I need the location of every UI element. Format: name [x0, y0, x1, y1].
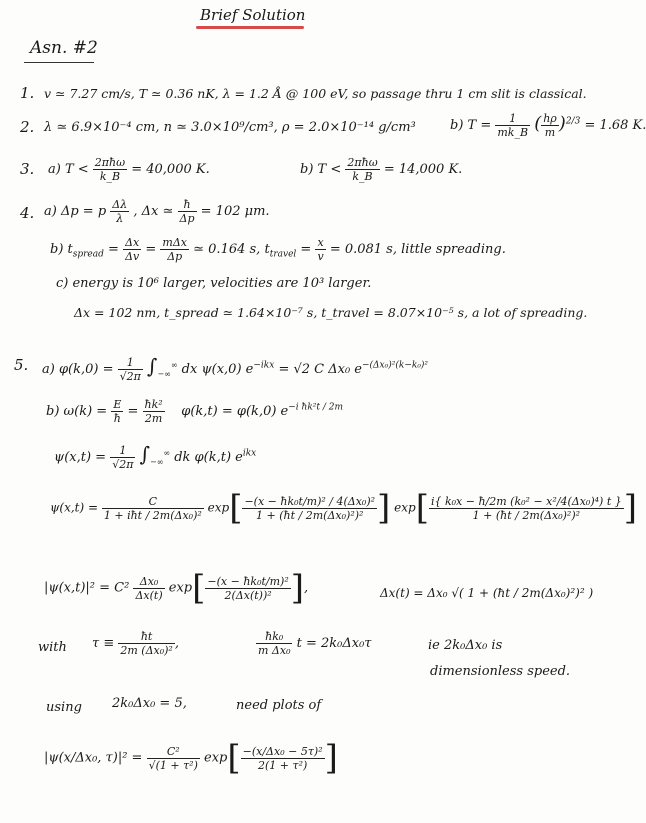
problem-3-a-frac-num: 2πħω	[94, 156, 126, 169]
problem-5-psi-integrand: dk φ(k,t) e	[174, 450, 243, 465]
problem-3-a-value: = 40,000 K.	[131, 162, 210, 177]
problem-2-b-result: = 1.68 K.	[584, 118, 646, 133]
problem-3-b-fraction	[345, 156, 379, 183]
problem-5-mod-exp-den: 2(Δx(t))²	[224, 588, 272, 602]
problem-4-b-frac2-den: Δp	[167, 250, 183, 263]
problem-5-with-label: with	[38, 640, 67, 655]
problem-5-psi-integral: ψ(x,t) = $\frac{1}{√2\pi}$ $\int_{-\infty}^\infty$ dk φ(k,t) $e^{ikx}$	[54, 442, 257, 471]
problem-5-b-frac1-num: E	[113, 398, 122, 411]
problem-5-exp2-den: 1 + (ħt / 2m(Δx₀)²)²	[472, 508, 581, 522]
problem-5-need: need plots of	[236, 698, 322, 713]
problem-5-mod-frac	[133, 575, 164, 602]
problem-4-part-a	[44, 198, 270, 225]
problem-5-mod-exp-frac	[205, 575, 290, 602]
problem-5-final-den: √(1 + τ²)	[148, 758, 198, 772]
problem-5-exp2-num: i{ k₀x − ħ/2m (k₀² − x²/4(Δx₀)⁴) t }	[430, 494, 622, 508]
problem-5-final-exp-frac	[241, 745, 325, 772]
problem-5-a-exp: −ikx	[253, 360, 275, 371]
problem-2-b-frac-num: 1	[495, 112, 530, 126]
problem-2-b-frac-den: mk_B	[497, 126, 529, 139]
problem-5-psi-label: ψ(x,t) =	[54, 450, 107, 465]
problem-5-mod-exp-num: −(x − ħk₀t/m)²	[207, 574, 289, 588]
problem-4-part-c-values: Δx = 102 nm, t_spread ≃ 1.64×10⁻⁷ s, t_travel = 8.07×10⁻⁵ s, a lot of spreading.	[74, 305, 588, 320]
problem-5-b-frac2-num: ħk²	[144, 398, 163, 411]
assignment-underline	[24, 62, 94, 63]
problem-2-b-paren	[541, 112, 559, 139]
problem-5-ie: ie 2k₀Δx₀ is	[428, 638, 503, 653]
problem-5-speed-num: ħk₀	[256, 630, 292, 644]
problem-4-number: 4.	[20, 204, 35, 222]
problem-5-a-integrand: dx ψ(x,0) e	[181, 362, 254, 377]
problem-5-mod-C: C²	[114, 580, 130, 596]
problem-2-number: 2.	[20, 118, 35, 136]
problem-5-b-frac1	[111, 398, 123, 425]
problem-1-text: v ≃ 7.27 cm/s, T ≃ 0.36 nK, λ = 1.2 Å @ 100 eV, so passage thru 1 cm slit is classical.	[44, 86, 587, 101]
problem-4-b-frac2-num: mΔx	[162, 236, 187, 249]
problem-5-speed-relation	[256, 630, 372, 657]
problem-5-exp1-num: −(x − ħk₀t/m)² / 4(Δx₀)²	[244, 494, 376, 508]
problem-2-part-a: λ ≃ 6.9×10⁻⁴ cm, n ≃ 3.0×10⁹/cm³, ρ = 2.0×10⁻¹⁴ g/cm³	[44, 120, 416, 135]
problem-4-b-sub: spread	[72, 249, 104, 260]
problem-5-mod-frac-den: Δx(t)	[135, 588, 163, 602]
problem-3-part-a	[48, 156, 210, 183]
problem-5-psi-exp: ikx	[242, 448, 257, 459]
problem-5-speed-eq: t = 2k₀Δx₀τ	[296, 636, 372, 651]
problem-2-b-fraction	[495, 112, 530, 139]
problem-5-final-frac	[147, 745, 200, 772]
problem-5-a-result-exp: −(Δx₀)²(k−k₀)²	[362, 360, 429, 371]
assignment-label: Asn. #2	[30, 38, 98, 58]
problem-5-psi2-label: ψ(x,t) =	[50, 500, 99, 515]
problem-4-a-frac1	[110, 198, 129, 225]
problem-5-mod-exp-label: exp	[168, 580, 193, 596]
problem-5-tau-den: 2m (Δx₀)²	[120, 644, 173, 657]
problem-4-b-frac2	[160, 236, 189, 263]
problem-3-part-b	[300, 156, 462, 183]
problem-3-a-frac-den: k_B	[99, 170, 121, 183]
problem-3-b-label: b) T <	[300, 162, 342, 177]
problem-5-mod-frac-num: Δx₀	[133, 575, 164, 589]
page-title: Brief Solution	[200, 6, 306, 24]
problem-5-using-value: 2k₀Δx₀ = 5,	[112, 696, 187, 711]
problem-5-psi-solution: ψ(x,t) = $\frac{C}{\text{1 + iħt / 2m(Δx₀)²}}$ exp[ $\frac{\text{−(x − ħk₀t/m)² / 4(Δx₀)²}}{\text{1 + (ħt / 2m(Δx₀)²)²}}$ ] exp[ $\frac{\text{i\{ k₀x − ħ/2m (k₀² − x²/4(Δx₀)⁴) t \}}}{\text{1 + (ħt / 2m(Δx₀)²)²}}$ ]	[50, 488, 638, 528]
problem-5-b-frac2-den: 2m	[144, 412, 163, 425]
problem-2-b-label: b) T =	[450, 118, 496, 133]
problem-4-a-frac1-den: λ	[116, 212, 124, 225]
problem-4-b-frac3-den: v	[317, 250, 324, 263]
problem-5-exp2-frac	[429, 495, 624, 522]
problem-5-exp1-den: 1 + (ħt / 2m(Δx₀)²)²	[256, 508, 364, 522]
problem-4-b-frac1-den: Δv	[125, 250, 140, 263]
problem-5-psi2-prefactor	[102, 495, 204, 522]
problem-5-final-label: |ψ(x/Δx₀, τ)|² =	[44, 750, 143, 766]
problem-5-exp2-label: exp	[394, 500, 416, 515]
problem-3-number: 3.	[20, 160, 35, 178]
problem-4-a-frac1-num: Δλ	[112, 198, 128, 211]
problem-2-part-b: b) T = $\frac{1}{mk\_B}$ ( $\frac{h\rho}{m}$ )$^{2/3}$ = 1.68 K.	[450, 112, 646, 139]
problem-5-b-phi-exp: −i ħk²t / 2m	[288, 402, 344, 413]
problem-2-b-paren-den: m	[544, 126, 556, 139]
problem-4-a-text1: a) Δp = p	[44, 204, 107, 219]
problem-5-using: using	[46, 700, 82, 715]
problem-5-psi2-den: 1 + iħt / 2m(Δx₀)²	[103, 508, 202, 522]
problem-3-a-label: a) T <	[48, 162, 89, 177]
problem-5-final-exp-num: −(x/Δx₀ − 5τ)²	[242, 744, 323, 758]
problem-5-exp1-label: exp	[207, 500, 230, 515]
problem-5-tau-label: τ ≡	[92, 636, 115, 651]
problem-3-b-value: = 14,000 K.	[383, 162, 463, 177]
problem-4-b-frac1-num: Δx	[123, 236, 141, 250]
problem-4-b-eq: =	[108, 242, 119, 257]
problem-5-speed-den: m Δx₀	[258, 644, 291, 657]
problem-5-mod-label: |ψ(x,t)|² =	[44, 580, 111, 596]
problem-4-b-value2: = 0.081 s, little spreading.	[329, 242, 506, 257]
problem-2-b-paren-num: hρ	[543, 112, 557, 125]
problem-4-b-label: b) t	[50, 242, 73, 257]
problem-5-number: 5.	[14, 356, 29, 374]
problem-3-b-frac-den: k_B	[352, 170, 373, 183]
problem-4-part-b: b) $t_{spread}$ = $\frac{\Delta x}{\Delta v}$ = $\frac{\text{mΔx}}{\Delta p}$ ≃ 0.164 s, $t_{travel}$ = $\frac{x}{v}$ = 0.081 s, little spreading.	[50, 236, 506, 263]
problem-5-speed-frac	[256, 630, 292, 657]
problem-1-number: 1.	[20, 84, 35, 102]
problem-5-final-num: C²	[147, 745, 200, 759]
problem-5-final-exp-label: exp	[204, 750, 228, 766]
problem-5-ie2: dimensionless speed.	[430, 664, 571, 679]
problem-5-exp1-frac	[242, 495, 377, 522]
problem-5-final-exp-den: 2(1 + τ²)	[257, 758, 308, 772]
problem-5-modulus: |ψ(x,t)|² = C² $\frac{\text{Δx₀}}{\Delta x(t)}$ exp[ $\frac{\text{−(x − ħk₀t/m)²}}{\text{2(Δx(t))²}}$ ],	[44, 568, 309, 608]
problem-4-b-frac3-num: x	[317, 236, 324, 249]
problem-5-b-eq: =	[127, 404, 139, 419]
title-underline	[196, 26, 304, 29]
problem-5-b-label: b) ω(k) =	[46, 404, 108, 419]
problem-5-final: |ψ(x/Δx₀, τ)|² = $\frac{\text{C²}}{\text{√(1 + τ²)}}$ exp[ $\frac{\text{−(x/Δx₀ − 5τ)²}}{\text{2(1 + τ²)}}$ ]	[44, 738, 338, 778]
problem-4-b-value1: ≃ 0.164 s,	[193, 242, 261, 257]
problem-5-part-b	[46, 398, 343, 425]
problem-5-b-phi: φ(k,t) = φ(k,0) e	[181, 404, 289, 419]
problem-5-part-a: a) φ(k,0) = $\frac{1}{√2\pi}$ $\int_{-\infty}^\infty$ dx ψ(x,0) $e^{-ikx} = √2$ C Δx₀ $e^{-(\Delta x_0)^2(k-k_0)^2}$	[42, 354, 429, 383]
problem-3-a-fraction	[93, 156, 127, 183]
problem-4-a-value: = 102 μm.	[200, 204, 270, 219]
problem-4-b-frac3	[315, 236, 325, 263]
problem-5-psi-prefactor: $\frac{1}{√2\pi}$	[112, 444, 134, 471]
problem-4-b-frac1	[123, 236, 141, 263]
problem-3-b-frac-num: 2πħω	[347, 156, 378, 169]
problem-2-b-exponent: 2/3	[565, 116, 581, 127]
problem-4-b-ttravel: t	[264, 242, 270, 257]
problem-5-width: Δx(t) = Δx₀ √( 1 + (ħt / 2m(Δx₀)²)² )	[380, 586, 594, 600]
problem-4-a-frac2	[178, 198, 197, 225]
problem-5-b-frac1-den: ħ	[113, 412, 121, 425]
problem-5-a-result: = √2 C Δx₀ e	[278, 362, 362, 377]
problem-5-tau-def: τ ≡ $\frac{ħt}{\text{2m (Δx₀)²}}$ ,	[92, 630, 179, 657]
problem-4-a-text2: , Δx ≃	[133, 204, 174, 219]
problem-4-a-frac2-num: ħ	[178, 198, 197, 212]
problem-5-psi2-C: C	[102, 495, 204, 509]
problem-5-tau-frac	[118, 630, 174, 657]
problem-5-tau-num: ħt	[118, 630, 174, 644]
problem-5-a-label: a) φ(k,0) =	[42, 362, 114, 377]
problem-5-a-prefactor: $\frac{1}{√2\pi}$	[119, 356, 141, 383]
problem-4-b-ttravel-sub: travel	[269, 249, 297, 260]
problem-4-part-c: c) energy is 10⁶ larger, velocities are 10³ larger.	[56, 276, 372, 291]
problem-4-a-frac2-den: Δp	[179, 212, 195, 225]
problem-5-b-frac2	[143, 398, 165, 425]
